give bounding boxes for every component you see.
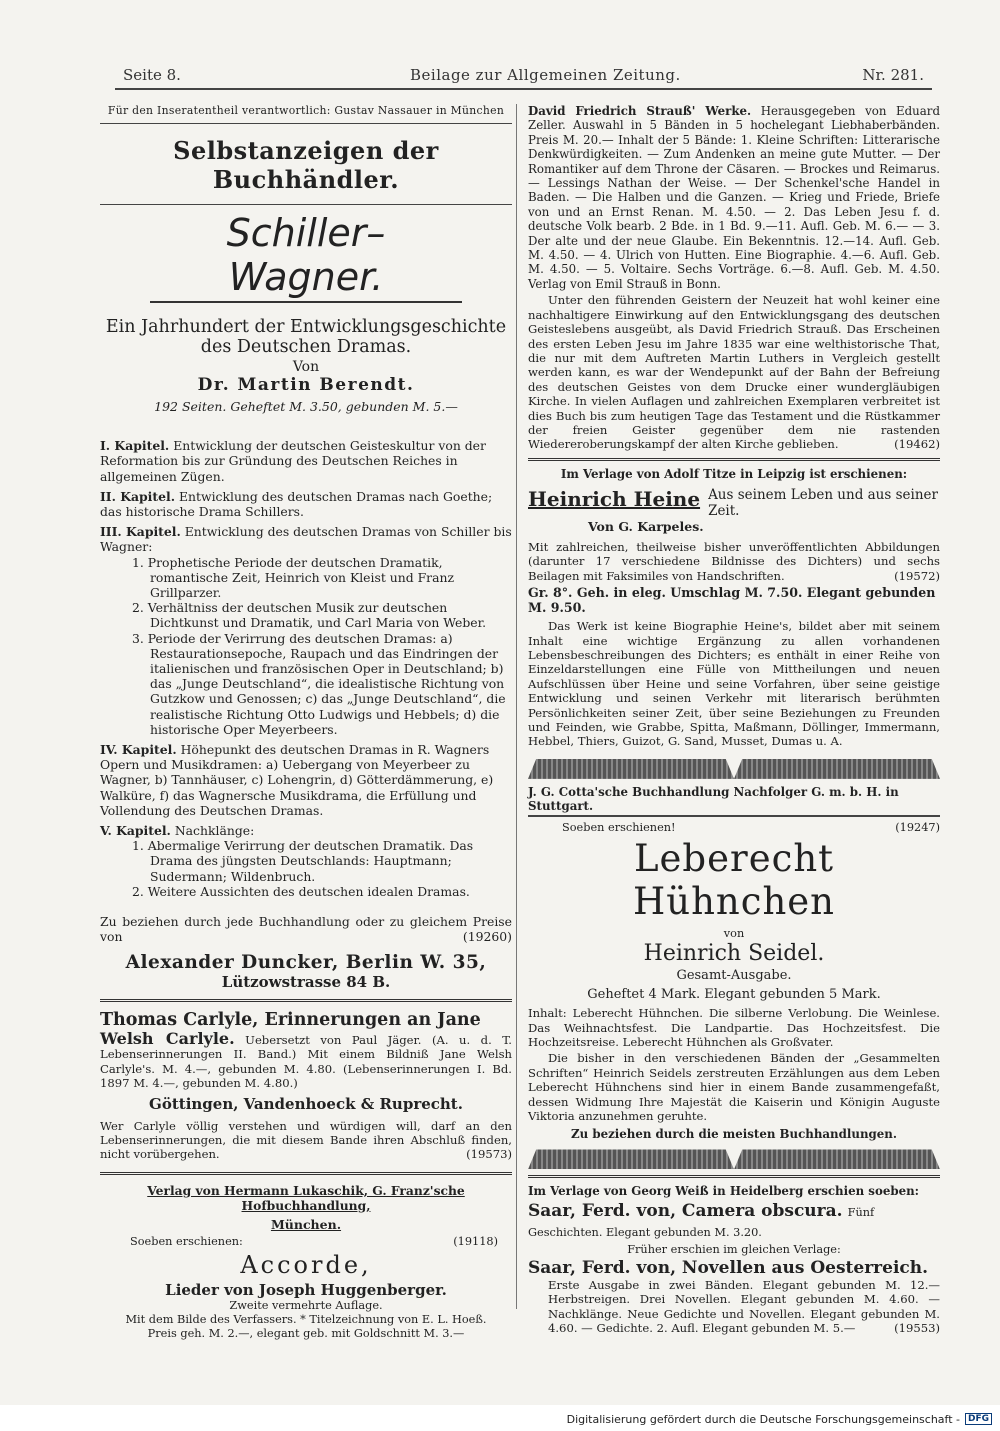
ad-accorde	[100, 1183, 512, 1342]
ad-title: Schiller–Wagner.	[150, 211, 462, 303]
ad-price: Geheftet 4 Mark. Elegant gebunden 5 Mark.	[587, 987, 881, 1003]
ad-soeben: Soeben erschienen! (19247)	[562, 820, 940, 834]
ad-heine	[528, 467, 940, 749]
ornament-divider	[528, 759, 940, 779]
ad-huehnchen	[528, 785, 940, 1142]
column-divider	[516, 104, 517, 1309]
ad-title-1-row	[528, 1201, 940, 1240]
chapter-3-item-2: 2. Verhältniss der deutschen Musik zur deutschen Dichtkunst und Dramatik, und Carl Maria von Weber.	[132, 600, 487, 631]
chapter-5: V. Kapitel. Nachklänge:	[100, 823, 255, 839]
ad-earlier: Früher erschien im gleichen Verlage:	[627, 1242, 841, 1256]
ad-von: Von	[292, 359, 320, 376]
ad-carlyle	[100, 1010, 512, 1162]
chapter-5-item-2: 2. Weitere Aussichten des deutschen idealen Dramas.	[132, 883, 470, 899]
ad-subtitle: Lieder von Joseph Huggenberger.	[165, 1280, 447, 1299]
chapter-2: II. Kapitel. Entwicklung des deutschen Dramas nach Goethe; das historische Drama Schillers.	[100, 488, 493, 520]
ad-edition: Gesamt-Ausgabe.	[676, 968, 792, 984]
publication-title: Beilage zur Allgemeinen Zeitung.	[410, 66, 681, 84]
chapter-3: III. Kapitel. Entwicklung des deutschen Dramas von Schiller bis Wagner:	[100, 524, 512, 555]
ad-description: Wer Carlyle völlig verstehen und würdigen will, darf an den Lebenserinnerungen, die mit diesem Bande ihren Abschluß finden, nicht vorübergehen. (19573)	[100, 1118, 512, 1162]
ad-text: Erste Ausgabe in zwei Bänden. Elegant gebunden M. 12.— Herbstreigen. Drei Novellen. Elegant gebunden M. 4.60. — Nachklänge. Neue Gedichte und Novellen. Elegant gebunden M. 4.60. — Gedichte. 2. Aufl. Elegant gebunden M. 5.— (19553)	[548, 1277, 940, 1336]
ad-soeben: Soeben erschienen: (19118)	[130, 1234, 498, 1248]
left-column	[100, 104, 512, 1342]
ad-description: Unter den führenden Geistern der Neuzeit hat wohl keiner eine nachhaltigere Einwirkung auf den Entwicklungsgang des deutschen Geisteslebens ausgeübt, als David Friedrich Strauß. Das Erscheinen des ersten Leben Jesu im Jahre 1835 war eine welthistorische That, die nur mit dem Auftreten Martin Luthers in Vergleich gestellt werden kann, es war der Wendepunkt auf der Bahn der Befreiung des deutschen Geistes von dem Drucke einer wundergläubigen Kirche. In vielen Auflagen und zahlreichen Exemplaren verbreitet ist dies Buch bis zum heutigen Tage das Testament und die Rüstkammer der freien Geister gegenüber dem nie rastenden Wiedereroberungskampf der alten Kirche geblieben. (19462)	[528, 293, 940, 452]
ad-address: Lützowstrasse 84 B.	[221, 972, 391, 991]
issue-number: Nr. 281.	[862, 66, 924, 84]
chapter-4: IV. Kapitel. Höhepunkt des deutschen Dramas in R. Wagners Opern und Musikdramen: a) Uebergang von Meyerbeer zu Wagner, b) Tannhäuser, c) Lohengrin, d) Götterdämmerung, e) Walküre, f) das Wagnersche Musikdrama, die Erfüllung und Vollendung des Deutschen Dramas.	[100, 742, 494, 818]
ad-text: Welsh Carlyle. Uebersetzt von Paul Jäger. (A. u. d. T. Lebenserinnerungen II. Band.) Mit einem Bildniß Jane Welsh Carlyle's. M. 4.—, gebunden M. 4.80. (Lebenserinnerungen I. Bd. 1897 M. 4.—, gebunden M. 4.80.)	[100, 1028, 512, 1091]
ad-description: Das Werk ist keine Biographie Heine's, bildet aber mit seinem Inhalt eine wichtige Ergänzung zu allen vorhandenen Lebensbeschreibungen des Dichters; es enthält in einer Reihe von Einzeldarstellungen eine Fülle von Mittheilungen und neuen Aufschlüssen über Heine und seine Vorfahren, über seine geistige Entwicklung und seinen Verkehr mit literarisch berühmten Persönlichkeiten seiner Zeit, über seine Beziehungen zu Freunden und Feinden, wie Grabbe, Spitta, Maßmann, Döllinger, Immermann, Hebbel, Thiers, Guizot, G. Sand, Musset, Dumas u. A.	[528, 619, 940, 749]
ad-obtain: Zu beziehen durch jede Buchhandlung oder zu gleichem Preise von (19260)	[100, 914, 512, 944]
ad-subtitle: Ein Jahrhundert der Entwicklungsgeschichte	[105, 317, 507, 338]
ad-saar	[528, 1184, 940, 1335]
ad-intro: Im Verlage von Adolf Titze in Leipzig ist erschienen:	[560, 466, 908, 481]
ad-title-right: Aus seinem Leben und aus seiner Zeit.	[708, 486, 938, 519]
ad-intro: Im Verlage von Georg Weiß in Heidelberg erschien soeben:	[528, 1184, 920, 1199]
ad-strauss	[528, 104, 940, 452]
ad-title-1: Saar, Ferd. von, Camera obscura.	[528, 1201, 843, 1222]
ad-title-row	[528, 487, 940, 534]
dfg-logo-icon: DFG	[965, 1413, 992, 1425]
ad-author: Heinrich Seidel.	[643, 941, 825, 967]
responsibility-note: Für den Inseratentheil verantwortlich: Gustav Nassauer in München	[107, 104, 505, 117]
ad-author: Von G. Karpeles.	[588, 518, 704, 534]
chapter-3-item-1: 1. Prophetische Periode der deutschen Dramatik, romantische Zeit, Heinrich von Kleist und Franz Grillparzer.	[132, 554, 454, 601]
ad-price: Gr. 8°. Geh. in eleg. Umschlag M. 7.50. Elegant gebunden M. 9.50.	[528, 585, 936, 616]
ad-publisher: Verlag von Hermann Lukaschik, G. Franz'sche Hofbuchhandlung,	[147, 1182, 465, 1213]
ornament-divider-2	[528, 1149, 940, 1169]
chapter-1: I. Kapitel. Entwicklung der deutschen Geisteskultur von der Reformation bis zur Gründung des Deutschen Reiches in allgemeinen Zügen.	[100, 438, 486, 484]
ad-text: Mit zahlreichen, theilweise bisher unveröffentlichten Abbildungen (darunter 17 verschiedene Bildnisse des Dichters) und sechs Beilagen mit Faksimiles von Handschriften. (19572)	[528, 539, 940, 583]
page-header	[115, 62, 932, 90]
ad-description: Die bisher in den verschiedenen Bänden der „Gesammelten Schriften“ Heinrich Seidels zerstreuten Erzählungen aus dem Leben Leberecht Hühnchens sind hier in einem Bande zusammengefaßt, dessen Widmung Ihre Majestät die Kaiserin und Königin Auguste Viktoria anzunehmen geruhte.	[528, 1051, 940, 1124]
ad-bild: Mit dem Bilde des Verfassers. * Titelzeichnung von E. L. Hoeß.	[125, 1313, 487, 1327]
footer-text: Digitalisierung gefördert durch die Deutsche Forschungsgemeinschaft -	[566, 1413, 960, 1426]
ad-price: Preis geh. M. 2.—, elegant geb. mit Goldschnitt M. 3.—	[147, 1327, 465, 1341]
ad-price: 192 Seiten. Geheftet M. 3.50, gebunden M. 5.—	[154, 399, 458, 415]
digitization-footer	[0, 1408, 1000, 1431]
ad-title: Thomas Carlyle, Erinnerungen an Jane	[100, 1009, 481, 1030]
ad-text: David Friedrich Strauß' Werke. Herausgegeben von Eduard Zeller. Auswahl in 5 Bänden in 5 hochelegant Liebhaberbänden. Preis M. 20.— Inhalt der 5 Bände: 1. Kleine Schriften: Litterarische Denkwürdigkeiten. — Zum Andenken an meine gute Mutter. — Der Romantiker auf dem Throne der Cäsaren. — Brockes und Reimarus. — Lessings Nathan der Weise. — Der Schenkel'sche Handel in Baden. — Die Halben und die Ganzen. — Krieg und Friede, Briefe von und an Ernst Renan. M. 4.50. — 2. Das Leben Jesu f. d. deutsche Volk bearb. 2 Bde. in 1 Bd. 9.—11. Aufl. Geb. M. 6.— — 3. Der alte und der neue Glaube. Ein Bekenntnis. 12.—14. Aufl. Geb. M. 4.50. — 4. Ulrich von Hutten. Eine Biographie. 4.—6. Aufl. Geb. M. 4.50. — 5. Voltaire. Sechs Vorträge. 6.—8. Aufl. Geb. M. 4.50. Verlag von Emil Strauß in Bonn.	[528, 104, 940, 291]
ad-schiller-wagner	[100, 211, 512, 991]
page-number: Seite 8.	[123, 66, 181, 84]
ad-title: Accorde,	[240, 1250, 372, 1279]
ad-publisher: Göttingen, Vandenhoeck & Ruprecht.	[149, 1094, 463, 1113]
section-title: Selbstanzeigen der Buchhändler.	[173, 136, 439, 195]
ad-edition: Zweite vermehrte Auflage.	[229, 1298, 383, 1312]
ad-title-1-desc: Fünf Geschichten. Elegant gebunden M. 3.20.	[528, 1206, 875, 1240]
right-column	[528, 104, 940, 1336]
chapter-5-item-1: 1. Abermalige Verirrung der deutschen Dramatik. Das Drama des jüngsten Deutschlands: Hauptmann; Sudermann; Wildenbruch.	[132, 838, 474, 884]
ad-title-2: Saar, Ferd. von, Novellen aus Oesterreich.	[528, 1257, 929, 1278]
ad-publisher: Alexander Duncker, Berlin W. 35,	[125, 951, 487, 973]
ad-title: Heinrich Heine	[528, 486, 701, 511]
chapter-3-item-3: 3. Periode der Verirrung des deutschen Dramas: a) Restaurationsepoche, Raupach und das Eindringen der italienischen und französischen Oper in Deutschland; b) das „Junge Deutschland“, die idealistische Richtung von Gutzkow und Genossen; c) das „Junge Deutschland“, die realistische Richtung Otto Ludwigs und Hebbels; d) die historische Oper Meyerbeers.	[132, 630, 506, 737]
ad-city: München.	[270, 1216, 342, 1232]
ad-author: Dr. Martin Berendt.	[197, 375, 415, 396]
ad-title: Leberecht Hühnchen	[632, 837, 836, 924]
ad-content: Inhalt: Leberecht Hühnchen. Die silberne Verlobung. Die Weinlese. Das Weihnachtsfest. Die Landpartie. Das Hochzeitsfest. Die Hochzeitsreise. Leberecht Hühnchen als Großvater.	[528, 1006, 940, 1050]
ad-publisher: J. G. Cotta'sche Buchhandlung Nachfolger G. m. b. H. in Stuttgart.	[528, 785, 940, 817]
ad-von: von	[723, 927, 745, 941]
ad-obtain: Zu beziehen durch die meisten Buchhandlungen.	[571, 1127, 897, 1142]
ad-subtitle-2: des Deutschen Dramas.	[200, 337, 412, 358]
